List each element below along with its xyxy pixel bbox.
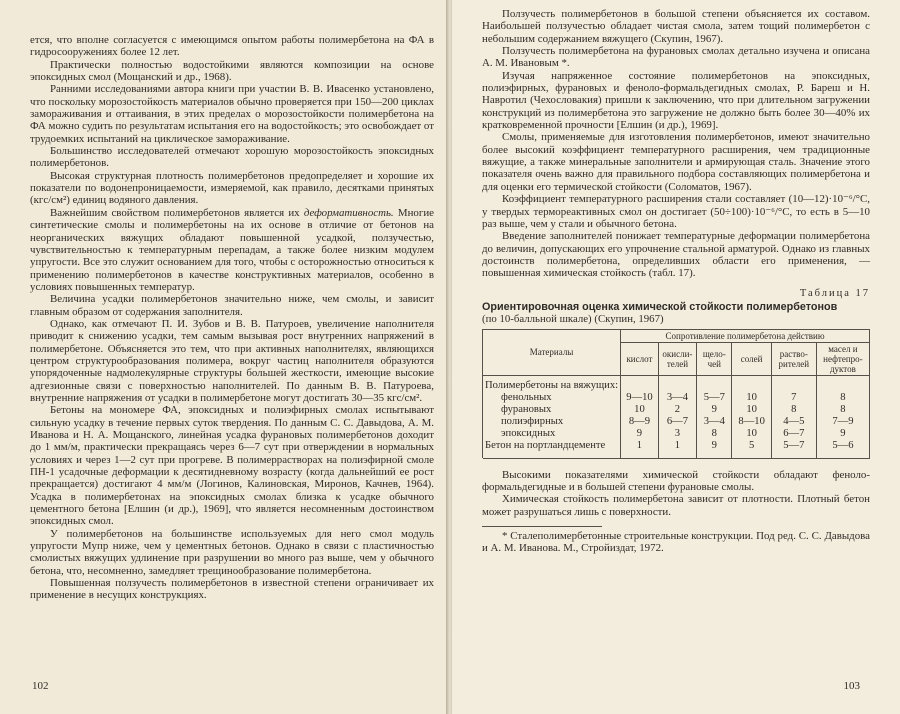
left-page — [0, 0, 448, 714]
table-cell: 9 — [636, 427, 643, 439]
material-name: Бетон на портландцементе — [485, 439, 606, 451]
table-cell: 6—7 — [783, 427, 805, 439]
table-header-row — [483, 329, 870, 342]
table-cell: 7 — [791, 391, 797, 403]
table-cell: 8—9 — [628, 415, 651, 427]
alkalis-column — [697, 375, 732, 458]
paragraph: Высокая структурная плотность полимербетонов предопределяет и хорошие их показатели по водонепроницаемости, измеряемой, как правило, десятками принятых (кгс/см²) единиц водяного давления. — [30, 169, 434, 207]
paragraph: Повышенная ползучесть полимербетонов в известной степени ограничивает их применение в несущих конструкциях. — [30, 577, 434, 602]
table-cell: 3—4 — [666, 391, 689, 403]
table-cell: 9 — [840, 427, 846, 439]
material-name: фурановых — [501, 403, 552, 415]
table-cell: 2 — [674, 403, 681, 415]
table-cell: 9 — [711, 403, 717, 415]
table-cell: 3 — [674, 427, 681, 439]
paragraph: Однако, как отмечают П. И. Зубов и В. В. Патуроев, увеличение наполнителя приводит к снижению усадки, тем самым вызывая рост внутренних напряжений в полимербетоне. Объясняется это тем, что при активных наполнителях, являющихся центром структурообразования полимера, вокруг частиц наполнителя образуются упорядоченные надмолекулярные структуры большей жесткости, имеющие высокие адгезионные связи с поверхностью наполнителей. По данным В. В. Патуроева, внутренние напряжения от усадки в полимербетоне могут достигать 30—35 кгс/см². — [30, 317, 434, 404]
table-subtitle: (по 10-балльной шкале) (Скупин, 1967) — [482, 312, 664, 325]
paragraph: Величина усадки полимербетонов значительно ниже, чем смолы, и зависит главным образом от содержания заполнителя. — [30, 293, 434, 318]
group-label: Полимербетоны на вяжущих: — [485, 379, 619, 391]
paragraph: Изучая напряженное состояние полимербетонов на эпоксидных, полиэфирных, фурановых и феноло-формальдегидных смолах, Р. Бареш и Н. Навротил (Чехословакия) пришли к заключению, что при длительном загружении конструкций из полимербетона это загружение не должно быть более 30—40% их кратковременной прочности [Елшин (и др.), 1969]. — [482, 69, 870, 132]
solvents-column — [771, 375, 816, 458]
column-header: окисли-телей — [658, 342, 696, 375]
footnote-divider — [482, 526, 602, 527]
paragraph: Ползучесть полимербетона на фурановых смолах детально изучена и описана А. М. Ивановым *. — [482, 45, 870, 70]
material-name: эпоксидных — [501, 427, 556, 439]
column-header: масел и нефтепро-дуктов — [816, 342, 869, 375]
oxidizers-column — [658, 375, 696, 458]
table-label: Таблица 17 — [799, 287, 870, 299]
table-cell: 10 — [746, 427, 757, 439]
material-name: полиэфирных — [501, 415, 564, 427]
table-cell: 4—5 — [783, 415, 805, 427]
acids-column — [621, 375, 659, 458]
paragraph: Высокими показателями химической стойкости обладают феноло-формальдегидные и в большей степени фурановые смолы. — [482, 468, 870, 493]
table-cell: 10 — [634, 403, 645, 415]
paragraph: Большинство исследователей отмечают хорошую морозостойкость эпоксидных полимербетонов. — [30, 145, 434, 170]
column-header: солей — [732, 342, 771, 375]
paragraph: Практически полностью водостойкими являются композиции на основе эпоксидных смол (Мощанский и др., 1968). — [30, 58, 434, 84]
after-table-text — [482, 469, 870, 555]
paragraph: Ранними исследованиями автора книги при участии В. В. Ивасенко установлено, что поскольку морозостойкость материалов обычно проверяется при 150—200 циклах замораживания и оттаивания, в этих пределах о морозостойкости полимербетона на ФА можно судить по результатам испытания его на водостойкость; это освобождает от трудоемких испытаний на циклическое замораживание. — [30, 83, 434, 145]
column-header: раство-рителей — [771, 342, 816, 375]
table-cell: 6—7 — [666, 415, 689, 427]
paragraph: У полимербетонов на большинстве используемых для него смол модуль упругости Mупр ниже, чем у цементных бетонов. Однако в связи с пластичностью смолистых вяжущих удлинение при разрушении во много раз выше, чем у обычного бетона, что, несомненно, замедляет трещинообразование полимербетона. — [30, 527, 434, 577]
table-cell: 1 — [636, 439, 643, 451]
paragraph — [30, 207, 434, 293]
right-page-text — [482, 8, 870, 280]
table-cell: 9 — [711, 439, 717, 451]
emphasized-term: деформативность. — [303, 206, 394, 219]
paragraph: Бетоны на мономере ФА, эпоксидных и полиэфирных смолах испытывают сильную усадку в течение первых суток твердения. По данным С. С. Давыдова, А. М. Иванова и Н. А. Мощанского, линейная усадка фурановых полимербетонов доходит до 1 мм/м, практически прекращаясь через 6—7 сут при отверждении в нормальных условиях и через 1—2 сут при прогреве. В полимеррастворах на полиэфирной смоле ПН-1 усадочные деформации к десятидневному возрасту (когда дальнейший ее рост прекращается) достигают 4 мм/м (Логинов, Калиновская, Миронов, Качнев, 1964). Усадка в полимербетонах на эпоксидных смолах близка к усадке обычного цементного бетона [Елшин (и др.), 1969], что является несомненным достоинством эпоксидных смол. — [30, 404, 434, 528]
table-bottom-border — [483, 458, 870, 459]
paragraph: Смолы, применяемые для изготовления полимербетонов, имеют значительно более высокий коэффициент температурного расширения, чем традиционные вяжущие, а также минеральные заполнители и армирующая сталь. Значение этого показателя очень важно для правильного подбора составляющих полимербетона и для оценки его термической стойкости (Соломатов, 1967). — [482, 131, 870, 193]
table-cell: 8 — [711, 427, 717, 439]
table-cell: 7—9 — [832, 415, 854, 427]
column-header: кислот — [621, 342, 659, 375]
chemical-resistance-table — [482, 329, 870, 459]
table-cell: 9—10 — [626, 391, 653, 403]
table-cell: 3—4 — [703, 415, 725, 427]
column-group-header: Сопротивление полимербетона действию — [621, 329, 870, 342]
table-title: Ориентировочная оценка химической стойкости полимербетонов — [482, 300, 838, 313]
table-body-row — [483, 375, 870, 458]
paragraph-lead: Важнейшим свойством полимербетонов является их — [50, 206, 304, 219]
paragraph-rest: Многие синтетические смолы и полимербетоны на их основе в отличие от бетонов на неорганических вяжущих обладают повышенной усадкой, ползучестью, чувствительностью к температурным перепадам, а также более низким модулем упругости. Все это служит основанием для того, чтобы с осторожностью относиться к применению полимербетонов в качестве конструктивных материалов, особенно в условиях повышенных температур. — [30, 206, 434, 293]
salts-column — [732, 375, 771, 458]
left-page-text — [30, 34, 434, 602]
column-header: щело-чей — [697, 342, 732, 375]
table-cell: 5 — [749, 439, 755, 451]
page-number: 102 — [32, 680, 49, 692]
table-cell: 5—7 — [783, 439, 805, 451]
table-cell: 8—10 — [738, 415, 765, 427]
table-cell: 10 — [746, 403, 757, 415]
right-page — [452, 0, 900, 714]
table-cell: 8 — [840, 403, 846, 415]
table-cell: 8 — [791, 403, 797, 415]
paragraph: Химическая стойкость полимербетона зависит от плотности. Плотный бетон может разрушаться лишь с поверхности. — [482, 493, 870, 518]
column-header-materials: Материалы — [483, 329, 621, 375]
paragraph: Введение заполнителей понижает температурные деформации полимербетона до величин, допускающих его упрочнение стальной арматурой. Однако из главных достоинств полимербетона, определивших области его применения, — повышенная химическая стойкость (табл. 17). — [482, 230, 870, 280]
table-cell: 5—6 — [832, 439, 854, 451]
paragraph: Коэффициент температурного расширения стали составляет (10—12)·10⁻⁶/°С, у твердых термореактивных смол он достигает (50÷100)·10⁻⁶/°С, то есть в 5—10 раз выше, чем у стали и обычного бетона. — [482, 193, 870, 230]
oils-column — [816, 375, 869, 458]
paragraph: Ползучесть полимербетонов в большой степени объясняется их составом. Наибольшей ползучестью обладает чистая смола, затем тощий полимербетон с небольшим содержанием вяжущего (Скупин, 1967). — [482, 8, 870, 45]
footnote: * Сталеполимербетонные строительные конструкции. Под ред. С. С. Давыдова и А. М. Иванова. М., Стройиздат, 1972. — [482, 529, 870, 555]
table-cell: 1 — [674, 439, 681, 451]
material-name: фенольных — [501, 391, 552, 403]
materials-cell — [483, 375, 621, 458]
table-cell: 5—7 — [703, 391, 725, 403]
table-cell: 8 — [840, 391, 846, 403]
table-cell: 10 — [746, 391, 757, 403]
page-number: 103 — [843, 680, 860, 692]
paragraph: ется, что вполне согласуется с имеющимся опытом работы полимербетона на ФА в гидросооружениях более 12 лет. — [30, 34, 434, 59]
